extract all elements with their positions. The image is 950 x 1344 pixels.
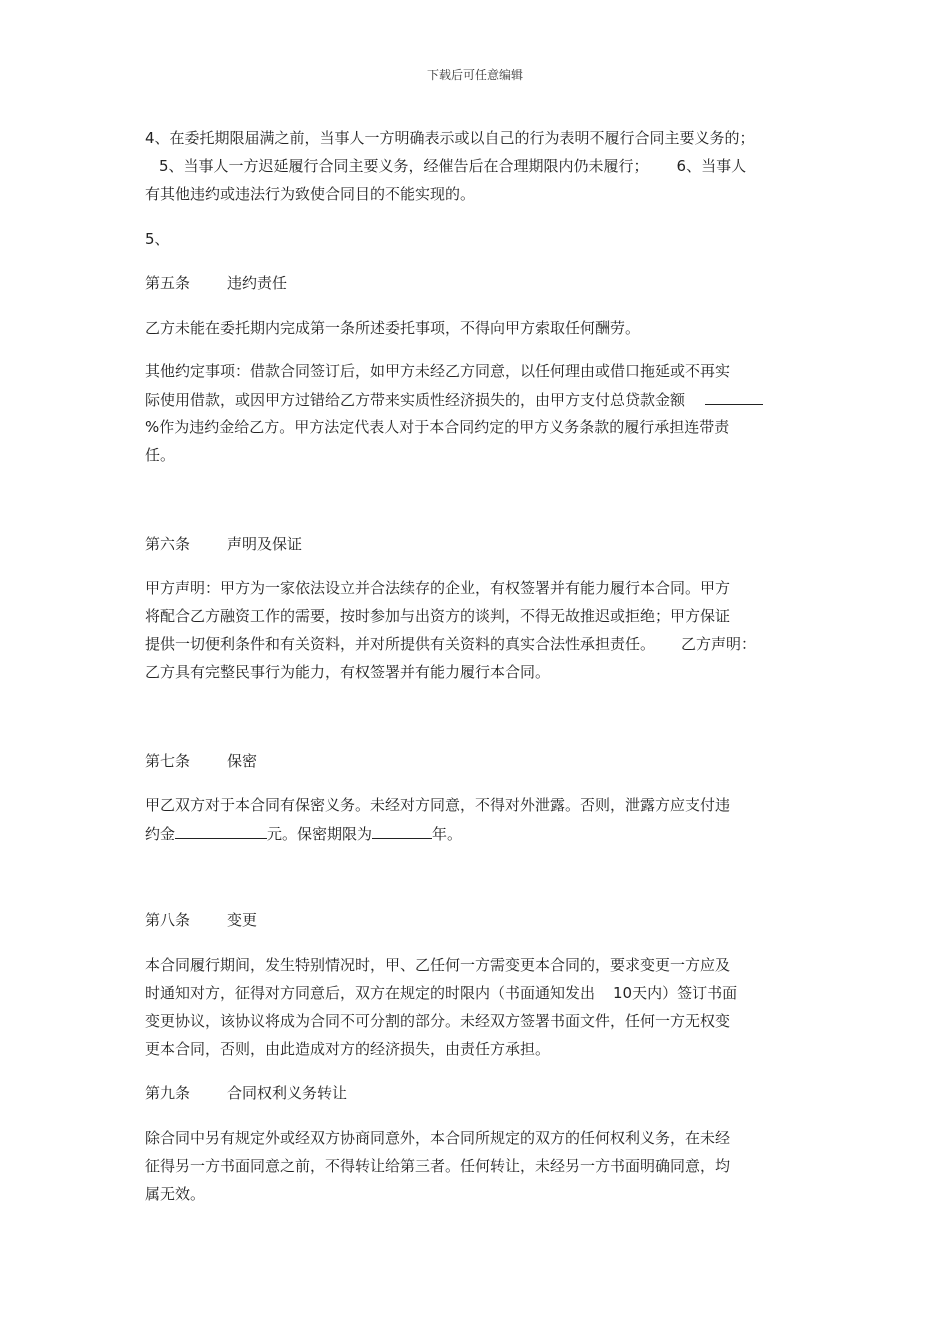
penalty-amount-blank [175, 823, 267, 839]
article-8-line-3: 变更协议，该协议将成为合同不可分割的部分。未经双方签署书面文件，任何一方无权变 [145, 1012, 731, 1030]
article-9-line-2: 征得另一方书面同意之前，不得转让给第三者。任何转让，未经另一方书面明确同意，均 [145, 1157, 731, 1175]
article-5-para-1: 乙方未能在委托期内完成第一条所述委托事项，不得向甲方索取任何酬劳。 [145, 319, 641, 337]
article-6-line-4: 乙方具有完整民事行为能力，有权签署并有能力履行本合同。 [145, 663, 551, 681]
party-b-statement-label: 乙方声明： [681, 635, 757, 653]
article-7-number: 第七条 [145, 752, 191, 770]
list-item-5b: 5、 [145, 230, 170, 248]
confidentiality-period-label: 元。保密期限为 [267, 825, 373, 843]
notice-deadline: 10天内）签订书面 [613, 984, 738, 1002]
article-8-line-4: 更本合同，否则，由此造成对方的经济损失，由责任方承担。 [145, 1040, 551, 1058]
article-6-line-2: 将配合乙方融资工作的需要，按时参加与出资方的谈判，不得无故推迟或拒绝；甲方保证 [145, 607, 731, 625]
list-item-6-start: 6、当事人 [676, 157, 747, 175]
list-item-5-6 [145, 156, 825, 176]
article-6-line-3 [145, 634, 825, 654]
article-7-title: 保密 [227, 752, 258, 770]
article-6-heading [145, 534, 825, 554]
article-7-heading [145, 751, 825, 771]
article-6-title: 声明及保证 [227, 535, 303, 553]
article-8-line-2 [145, 983, 825, 1003]
article-9-heading [145, 1083, 825, 1103]
list-item-6-cont: 有其他违约或违法行为致使合同目的不能实现的。 [145, 185, 476, 203]
article-7-line-2 [145, 823, 825, 844]
list-item-5: 5、当事人一方迟延履行合同主要义务，经催告后在合理期限内仍未履行； [159, 157, 649, 175]
article-6-number: 第六条 [145, 535, 191, 553]
amount-percent-blank [705, 389, 763, 405]
article-8-heading [145, 910, 825, 930]
party-a-guarantee: 提供一切便利条件和有关资料，并对所提供有关资料的真实合法性承担责任。 [145, 635, 656, 653]
page-header: 下载后可任意编辑 [426, 68, 523, 82]
article-8-number: 第八条 [145, 911, 191, 929]
penalty-label: 约金 [145, 825, 176, 843]
article-5-heading [145, 273, 825, 293]
article-6-line-1: 甲方声明：甲方为一家依法设立并合法续存的企业，有权签署并有能力履行本合同。甲方 [145, 579, 731, 597]
list-item-4: 4、在委托期限届满之前，当事人一方明确表示或以自己的行为表明不履行合同主要义务的； [145, 129, 755, 147]
article-9-line-3: 属无效。 [145, 1185, 206, 1203]
article-5-para-2-line-3: %作为违约金给乙方。甲方法定代表人对于本合同约定的甲方义务条款的履行承担连带责 [145, 418, 730, 436]
article-5-para-2-line-4: 任。 [145, 446, 176, 464]
article-8-line-1: 本合同履行期间，发生特别情况时，甲、乙任何一方需变更本合同的，要求变更一方应及 [145, 956, 731, 974]
article-5-para-2-line-1: 其他约定事项：借款合同签订后，如甲方未经乙方同意，以任何理由或借口拖延或不再实 [145, 362, 731, 380]
article-9-title: 合同权利义务转让 [227, 1084, 348, 1102]
years-suffix: 年。 [432, 825, 463, 843]
article-5-number: 第五条 [145, 274, 191, 292]
article-5-title: 违约责任 [227, 274, 288, 292]
article-9-line-1: 除合同中另有规定外或经双方协商同意外，本合同所规定的双方的任何权利义务，在未经 [145, 1129, 731, 1147]
confidentiality-years-blank [372, 823, 432, 839]
article-5-para-2-line-2 [145, 389, 825, 410]
article-9-number: 第九条 [145, 1084, 191, 1102]
article-5-para-2-text: 际使用借款，或因甲方过错给乙方带来实质性经济损失的，由甲方支付总贷款金额 [145, 391, 686, 409]
article-8-title: 变更 [227, 911, 258, 929]
notice-text: 时通知对方，征得对方同意后，双方在规定的时限内（书面通知发出 [145, 984, 596, 1002]
article-7-line-1: 甲乙双方对于本合同有保密义务。未经对方同意，不得对外泄露。否则，泄露方应支付违 [145, 796, 731, 814]
